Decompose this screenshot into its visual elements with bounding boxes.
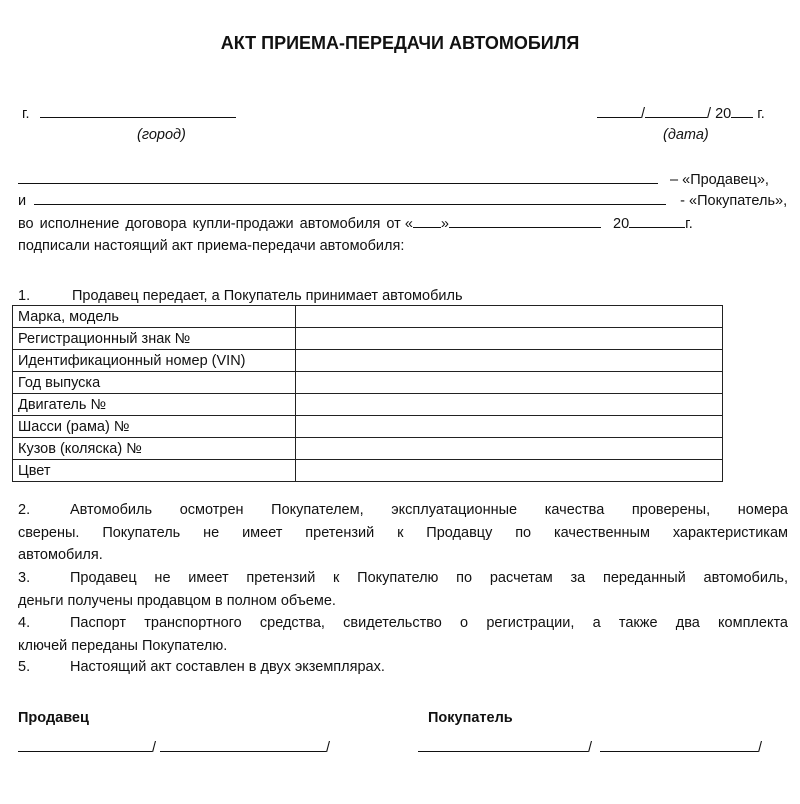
date-hint: (дата)	[663, 127, 709, 143]
clause-2-line-2: сверены. Покупатель не имеет претензий к Продавцу по качественным характеристикам	[18, 524, 788, 541]
seller-signature-slash: /	[152, 740, 157, 756]
clause-2-line-1: Автомобиль осмотрен Покупателем, эксплуатационные качества проверены, номера	[70, 502, 788, 518]
document-title: АКТ ПРИЕМА-ПЕРЕДАЧИ АВТОМОБИЛЯ	[220, 33, 580, 53]
table-row	[13, 416, 723, 438]
vehicle-table	[12, 305, 723, 482]
city-field	[22, 106, 236, 122]
seller-signature-line	[18, 740, 330, 756]
clause-5-text: Настоящий акт составлен в двух экземплярах.	[70, 659, 385, 675]
clause-1	[18, 288, 463, 304]
table-cell-label: Регистрационный знак №	[13, 328, 296, 350]
contract-day-blank	[413, 226, 441, 228]
seller-signature-label: Продавец	[18, 710, 89, 726]
buyer-line	[18, 193, 787, 209]
clause-1-number: 1.	[18, 288, 31, 304]
clause-3	[18, 567, 788, 612]
clause-5	[18, 656, 788, 679]
table-cell-label: Идентификационный номер (VIN)	[13, 350, 296, 372]
table-cell-label: Марка, модель	[13, 306, 296, 328]
table-cell-value	[296, 372, 723, 394]
date-field	[597, 106, 765, 122]
table-row	[13, 306, 723, 328]
seller-name-slash: /	[326, 740, 331, 756]
contract-prefix: во исполнение договора купли-продажи автомобиля от	[18, 216, 401, 232]
seller-name-blank	[160, 750, 326, 752]
table-cell-label: Двигатель №	[13, 394, 296, 416]
clause-4	[18, 612, 788, 657]
date-slash-2: /	[707, 106, 712, 122]
city-prefix: г.	[22, 106, 30, 122]
table-cell-label: Год выпуска	[13, 372, 296, 394]
seller-signature-blank	[18, 750, 152, 752]
buyer-signature-line	[418, 740, 762, 756]
seller-line	[18, 172, 769, 188]
date-year-blank	[731, 116, 753, 118]
date-day-blank	[597, 116, 641, 118]
date-year-prefix: 20	[715, 106, 732, 122]
contract-line	[18, 216, 693, 232]
buyer-blank	[34, 203, 666, 205]
quote-open: «	[404, 216, 413, 232]
table-cell-value	[296, 394, 723, 416]
buyer-signature-blank	[418, 750, 588, 752]
city-hint: (город)	[137, 127, 186, 143]
seller-blank	[18, 182, 658, 184]
table-cell-value	[296, 350, 723, 372]
buyer-signature-label: Покупатель	[428, 710, 513, 726]
table-row	[13, 372, 723, 394]
clause-3-line-1: Продавец не имеет претензий к Покупателю по расчетам за переданный автомобиль,	[70, 570, 788, 586]
table-cell-value	[296, 328, 723, 350]
clause-3-line-2: деньги получены продавцом в полном объеме.	[18, 592, 336, 609]
clause-2-line-3: автомобиля.	[18, 547, 103, 563]
table-cell-label: Кузов (коляска) №	[13, 438, 296, 460]
table-cell-label: Шасси (рама) №	[13, 416, 296, 438]
clause-2-number: 2.	[18, 502, 31, 518]
table-row	[13, 350, 723, 372]
and-word: и	[18, 193, 27, 209]
date-slash-1: /	[641, 106, 646, 122]
clause-2	[18, 499, 788, 567]
clause-1-text: Продавец передает, а Покупатель принимает автомобиль	[72, 288, 463, 304]
contract-year-suffix: г.	[685, 216, 693, 232]
contract-year: 20	[613, 216, 630, 232]
clause-4-line-1: Паспорт транспортного средства, свидетельство о регистрации, а также два комплекта	[70, 615, 788, 631]
table-row	[13, 438, 723, 460]
date-month-blank	[645, 116, 707, 118]
contract-month-blank	[449, 226, 601, 228]
clause-4-number: 4.	[18, 615, 31, 631]
quote-close: »	[440, 216, 449, 232]
clause-4-line-2: ключей переданы Покупателю.	[18, 637, 228, 654]
city-blank	[40, 116, 236, 118]
table-row	[13, 394, 723, 416]
table-cell-value	[296, 416, 723, 438]
signed-text: подписали настоящий акт приема-передачи автомобиля:	[18, 238, 405, 254]
table-row	[13, 460, 723, 482]
buyer-signature-slash: /	[588, 740, 593, 756]
seller-role: – «Продавец»,	[670, 172, 769, 188]
buyer-name-slash: /	[758, 740, 763, 756]
table-cell-value	[296, 306, 723, 328]
table-row	[13, 328, 723, 350]
clause-5-number: 5.	[18, 659, 31, 675]
contract-year-blank	[629, 226, 685, 228]
table-cell-value	[296, 460, 723, 482]
clause-3-number: 3.	[18, 570, 31, 586]
buyer-role: - «Покупатель»,	[680, 193, 788, 209]
date-suffix: г.	[757, 106, 765, 122]
buyer-name-blank	[600, 750, 758, 752]
table-cell-value	[296, 438, 723, 460]
table-cell-label: Цвет	[13, 460, 296, 482]
